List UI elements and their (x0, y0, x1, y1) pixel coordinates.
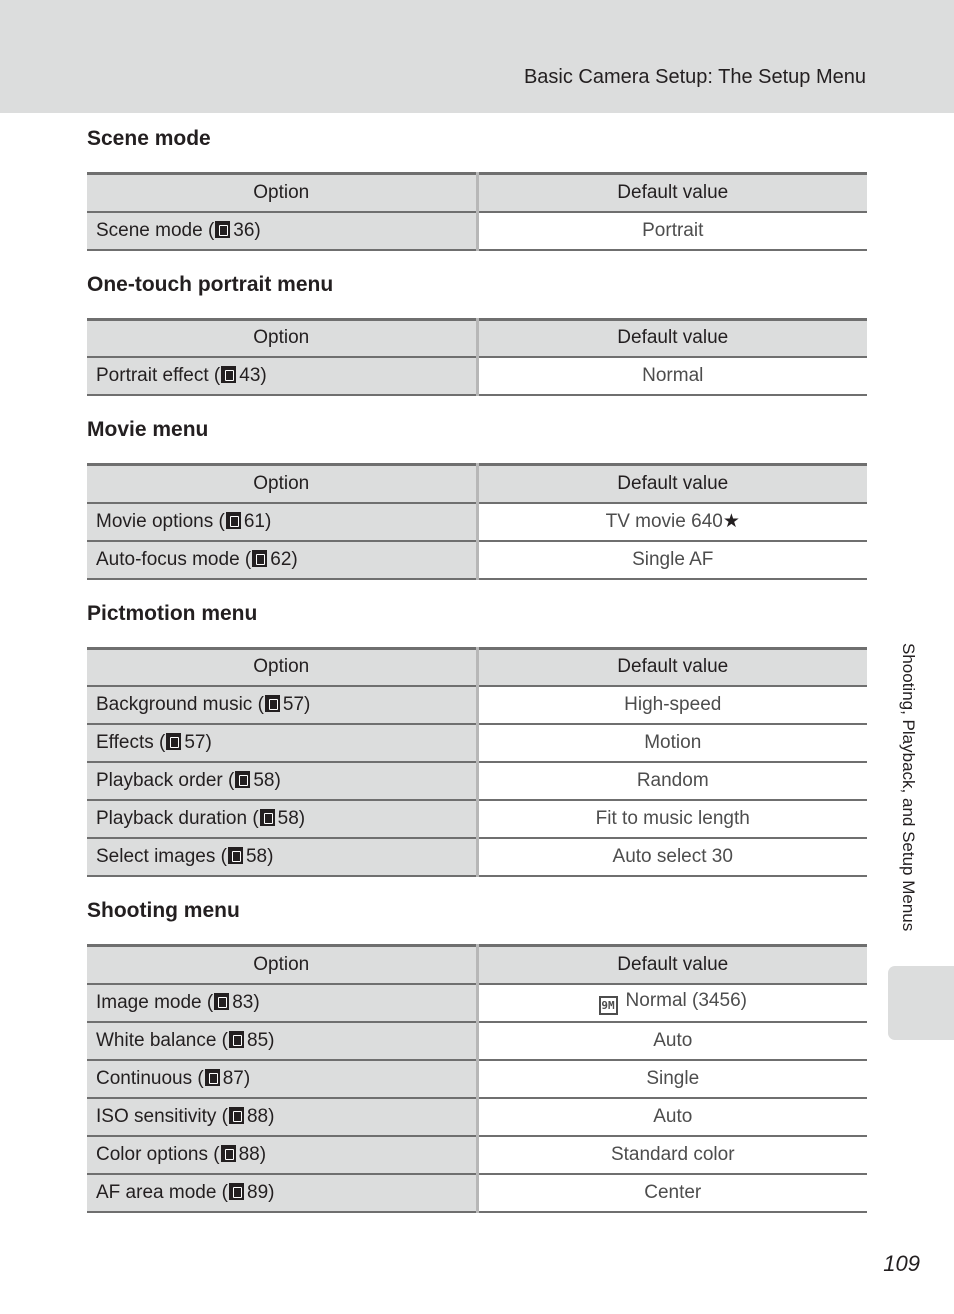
page-reference: 85) (247, 1029, 275, 1051)
column-header-default-value: Default value (477, 946, 867, 984)
default-value-cell (477, 1098, 867, 1136)
default-value-cell (477, 503, 867, 541)
reference-page-icon (229, 1107, 244, 1124)
page-reference: 89) (247, 1181, 275, 1203)
column-header-default-value: Default value (477, 174, 867, 212)
default-value-cell (477, 762, 867, 800)
options-table (87, 463, 867, 580)
option-label: Auto-focus mode ( (96, 548, 252, 570)
table-row (87, 762, 867, 800)
side-tab-label (898, 643, 918, 953)
option-label: Continuous ( (96, 1067, 204, 1089)
table-row (87, 1098, 867, 1136)
options-table (87, 944, 867, 1213)
option-cell (87, 1060, 477, 1098)
option-cell (87, 357, 477, 395)
option-cell (87, 686, 477, 724)
default-value-cell (477, 541, 867, 579)
column-header-option: Option (87, 319, 477, 357)
option-label: Portrait effect ( (96, 365, 221, 386)
table-row (87, 541, 867, 579)
option-cell (87, 800, 477, 838)
table-header-row (87, 465, 867, 503)
table-row (87, 357, 867, 395)
default-value-cell (477, 1136, 867, 1174)
page-reference: 57) (184, 732, 212, 753)
option-label: Select images ( (96, 846, 227, 867)
default-value: Portrait (642, 219, 704, 241)
default-value: TV movie 640 (605, 511, 723, 532)
column-header-option: Option (87, 648, 477, 686)
reference-page-icon (215, 221, 230, 238)
section-title: Scene mode (87, 127, 211, 150)
section-title: Movie menu (87, 418, 209, 441)
default-value: Center (644, 1181, 702, 1203)
section-title: Pictmotion menu (87, 601, 258, 625)
page-reference: 58) (277, 808, 306, 829)
reference-page-icon (214, 993, 229, 1010)
page-reference: 83) (232, 991, 260, 1013)
option-cell (87, 1022, 477, 1060)
default-value: Fit to music length (595, 808, 750, 829)
page-reference: 58) (253, 770, 281, 791)
page-reference: 36) (233, 219, 261, 241)
option-cell (87, 1098, 477, 1136)
default-value: Motion (644, 732, 702, 753)
default-value: Standard color (610, 1143, 735, 1165)
page-reference: 88) (246, 1105, 275, 1127)
default-value: Auto (653, 1105, 693, 1127)
table-row (87, 724, 867, 762)
reference-page-icon (252, 550, 267, 567)
default-value-cell (477, 1174, 867, 1212)
default-value-cell (477, 800, 867, 838)
table-row (87, 1174, 867, 1212)
options-table (87, 647, 867, 878)
table-row (87, 984, 867, 1022)
default-value-cell (477, 686, 867, 724)
page-reference: 61) (243, 510, 272, 532)
column-header-option: Option (87, 174, 477, 212)
reference-page-icon (226, 512, 241, 529)
option-label: Playback duration ( (96, 808, 259, 829)
default-value: High-speed (624, 694, 722, 715)
reference-page-icon (229, 1183, 244, 1200)
option-label: White balance ( (96, 1029, 229, 1051)
column-header-option: Option (87, 465, 477, 503)
page-reference: 58) (245, 846, 274, 867)
page-number: 109 (883, 1251, 920, 1276)
table-row (87, 686, 867, 724)
option-cell (87, 212, 477, 250)
default-value: Single AF (632, 548, 714, 570)
option-label: Background music ( (96, 694, 264, 715)
table-row (87, 800, 867, 838)
table-header-row (87, 946, 867, 984)
header-band (0, 0, 954, 113)
option-label: Effects ( (96, 732, 166, 753)
page-reference: 57) (282, 694, 311, 715)
image-mode-9m-icon: 9M (599, 996, 618, 1015)
column-header-option: Option (87, 946, 477, 984)
page-reference: 43) (239, 365, 267, 386)
reference-page-icon (235, 771, 250, 788)
default-value: Single (646, 1067, 700, 1089)
table-header-row (87, 174, 867, 212)
reference-page-icon (166, 733, 181, 750)
page-reference: 62) (270, 548, 298, 570)
option-cell (87, 984, 477, 1022)
running-header-title: Basic Camera Setup: The Setup Menu (523, 66, 866, 88)
option-label: Color options ( (96, 1143, 220, 1165)
default-value: Auto select 30 (612, 846, 733, 867)
section-title: Shooting menu (87, 899, 240, 922)
table-row (87, 1060, 867, 1098)
reference-page-icon (265, 695, 280, 712)
default-value-cell (477, 838, 867, 876)
option-cell (87, 541, 477, 579)
reference-page-icon (221, 1145, 236, 1162)
default-value-cell (477, 357, 867, 395)
table-row (87, 212, 867, 250)
reference-page-icon (221, 366, 236, 383)
default-value-cell (477, 984, 867, 1022)
reference-page-icon (205, 1069, 220, 1086)
table-row (87, 1136, 867, 1174)
page-content (87, 125, 867, 1233)
column-header-default-value: Default value (477, 319, 867, 357)
table-row (87, 1022, 867, 1060)
section-title: One-touch portrait menu (87, 272, 334, 296)
default-value: Random (636, 770, 709, 791)
column-header-default-value: Default value (477, 648, 867, 686)
option-cell (87, 724, 477, 762)
option-label: Movie options ( (96, 510, 225, 532)
side-tab-text: Shooting, Playback, and Setup Menus (899, 643, 918, 932)
side-thumb-tab (888, 966, 954, 1040)
page-reference: 88) (238, 1143, 267, 1165)
option-cell (87, 762, 477, 800)
default-value-cell (477, 1060, 867, 1098)
default-value-cell (477, 1022, 867, 1060)
star-icon: ★ (722, 511, 740, 532)
table-header-row (87, 319, 867, 357)
reference-page-icon (260, 809, 275, 826)
option-label: AF area mode ( (96, 1181, 228, 1203)
option-label: Scene mode ( (96, 219, 215, 241)
default-value-cell (477, 724, 867, 762)
page-reference: 87) (222, 1067, 251, 1089)
table-row (87, 503, 867, 541)
default-value: Normal (642, 365, 704, 386)
default-value: Normal (3456) (625, 990, 747, 1011)
option-label: ISO sensitivity ( (96, 1105, 228, 1127)
options-table (87, 318, 867, 397)
table-header-row (87, 648, 867, 686)
options-table (87, 172, 867, 251)
default-value: Auto (653, 1029, 693, 1051)
table-row (87, 838, 867, 876)
option-cell (87, 1136, 477, 1174)
option-cell (87, 503, 477, 541)
option-label: Image mode ( (96, 991, 214, 1013)
option-cell (87, 838, 477, 876)
default-value-cell (477, 212, 867, 250)
column-header-default-value: Default value (477, 465, 867, 503)
option-cell (87, 1174, 477, 1212)
reference-page-icon (228, 847, 243, 864)
option-label: Playback order ( (96, 770, 235, 791)
reference-page-icon (229, 1031, 244, 1048)
